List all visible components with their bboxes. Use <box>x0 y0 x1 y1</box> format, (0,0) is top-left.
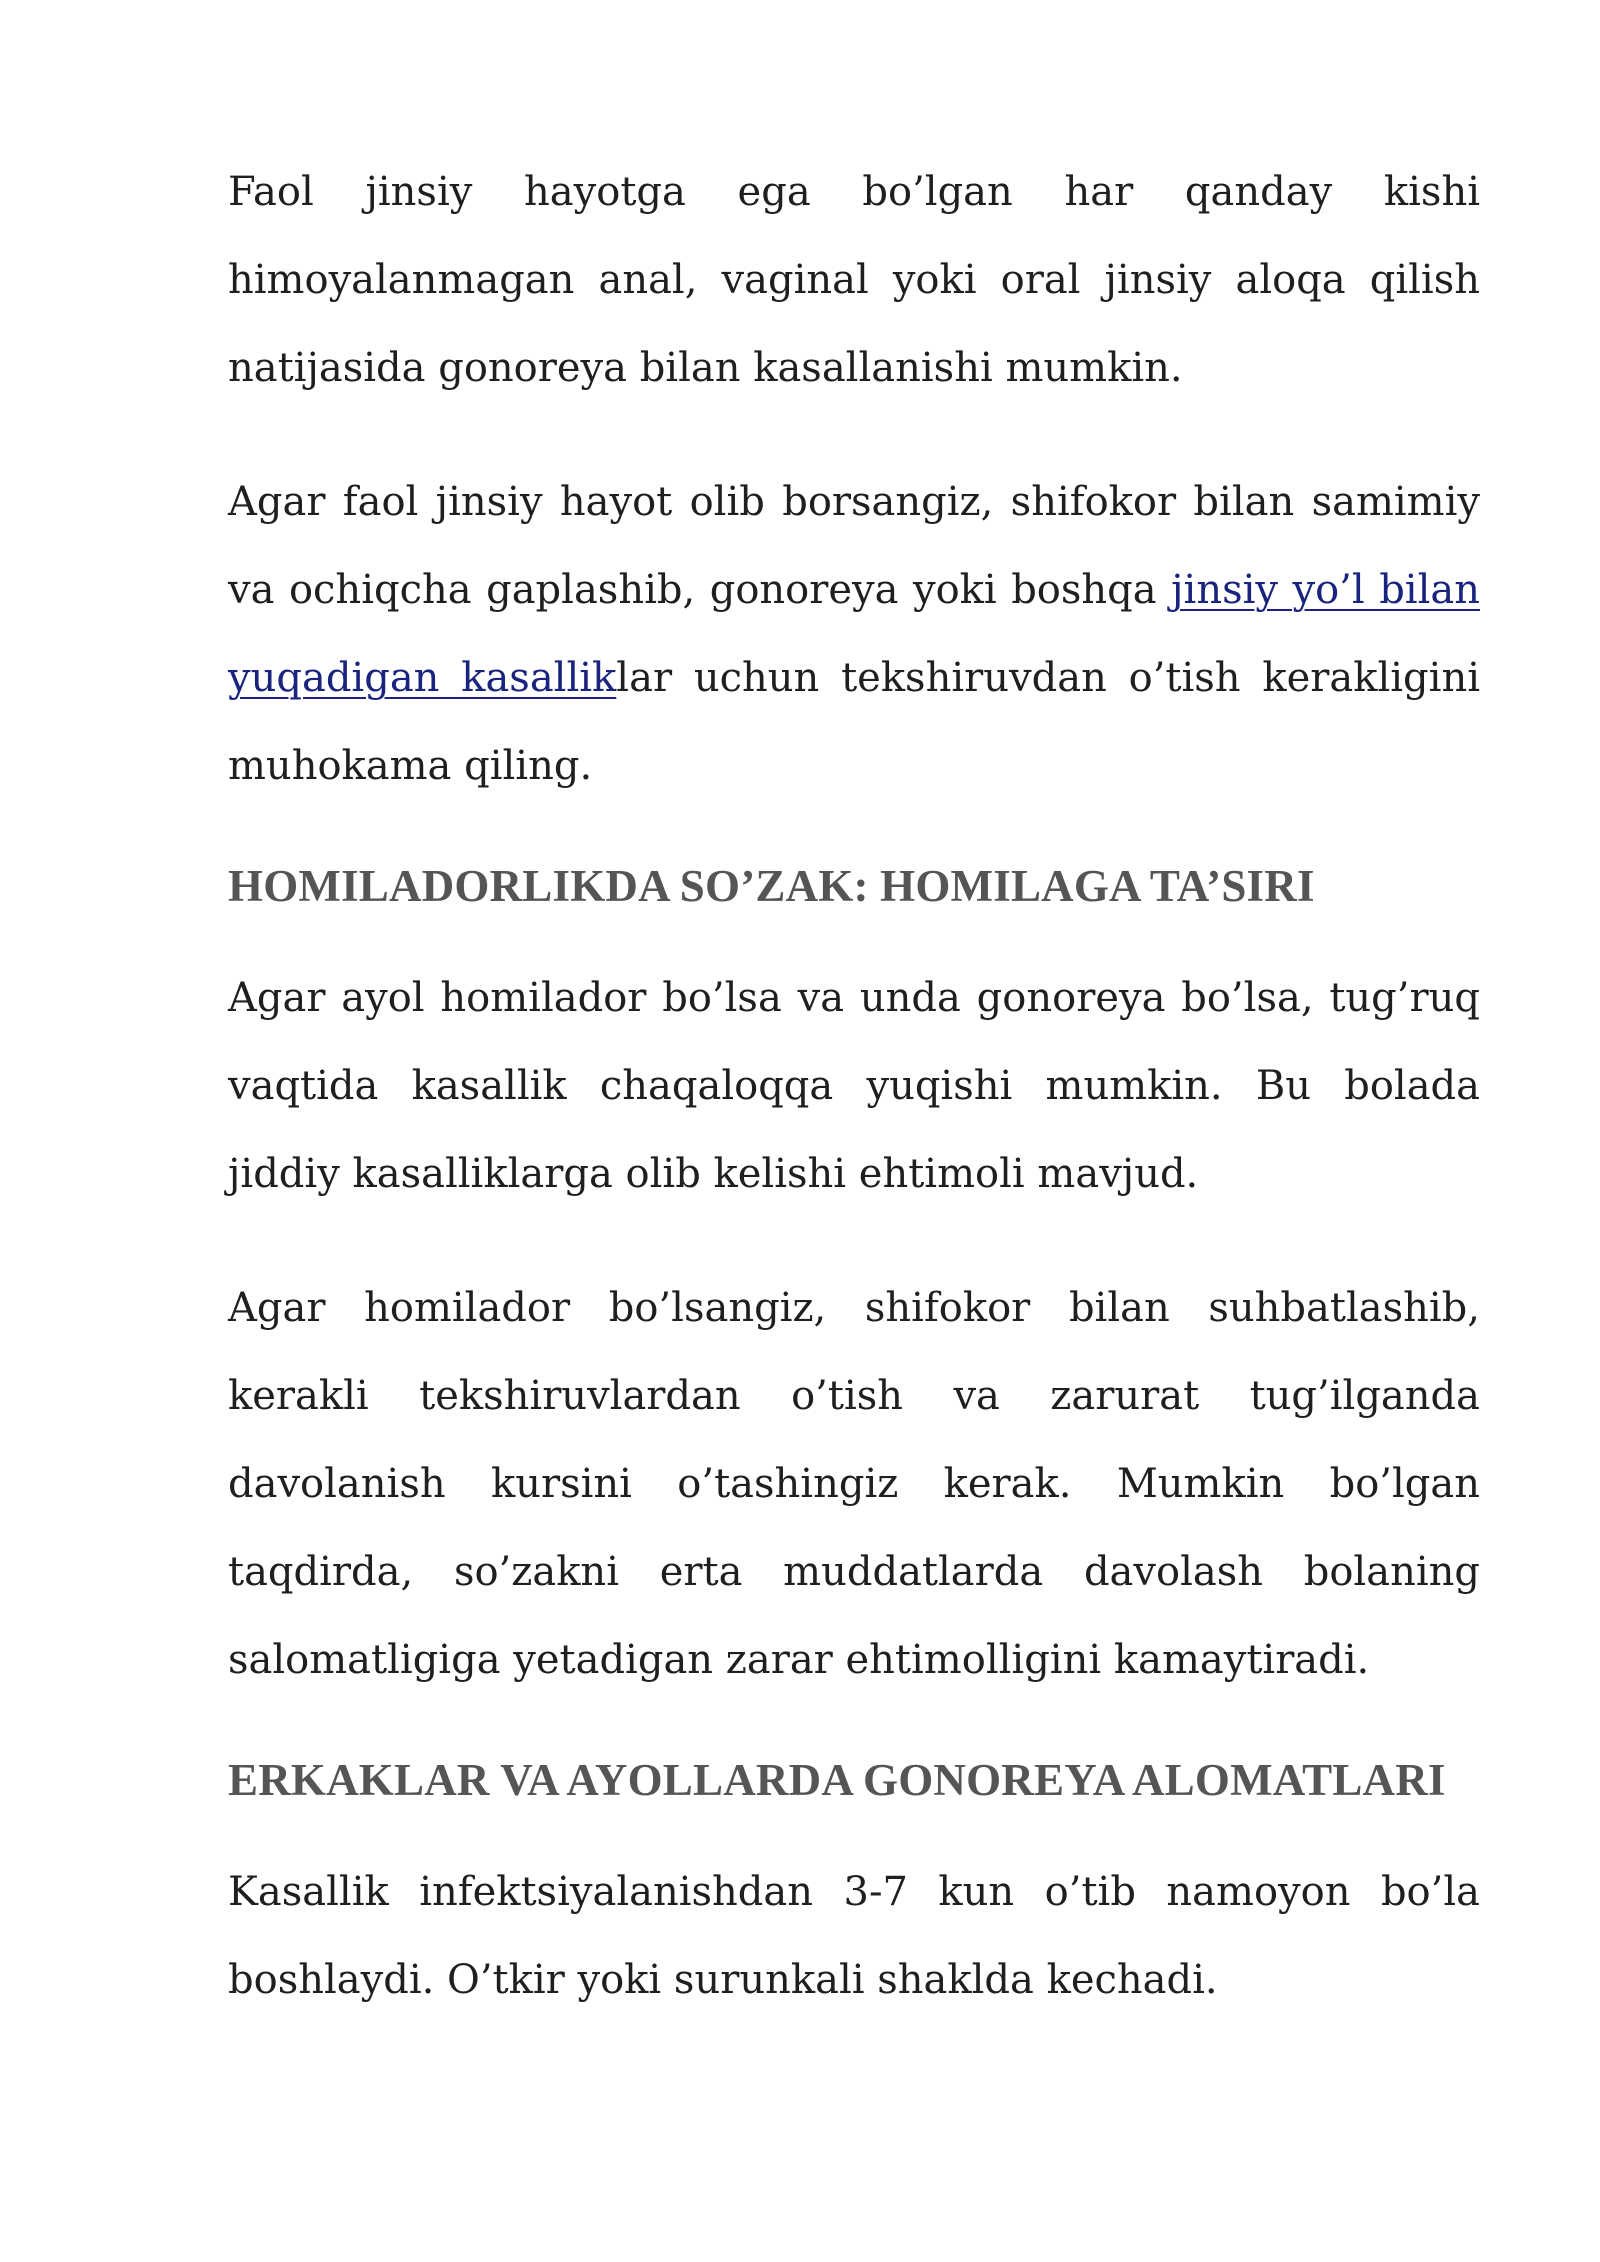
sti-link[interactable]: jinsiy yo’l bilan yuqadigan kasallik <box>228 567 1480 701</box>
heading-symptoms: ERKAKLAR VA AYOLLARDA GONOREYA ALOMATLARI <box>228 1755 1446 1805</box>
paragraph-testing-advice <box>228 458 1480 810</box>
heading-pregnancy: HOMILADORLIKDA SO’ZAK: HOMILAGA TA’SIRI <box>228 861 1315 911</box>
paragraph-symptoms-onset: Kasallik infektsiyalanishdan 3-7 kun o’tib namoyon bo’la boshlaydi. O’tkir yoki surunkali shaklda kechadi. <box>228 1869 1480 2003</box>
paragraph-text-before-link: Agar faol jinsiy hayot olib borsangiz, shifokor bilan samimiy va ochiqcha gaplashib, gonoreya yoki boshqa <box>228 479 1480 613</box>
paragraph-text-after-link: lar uchun tekshiruvdan o’tish kerakligini muhokama qiling. <box>228 655 1481 789</box>
document-page <box>228 148 1480 2024</box>
paragraph-pregnancy-advice: Agar homilador bo’lsangiz, shifokor bilan suhbatlashib, kerakli tekshiruvlardan o’tish va zarurat tug’ilganda davolanish kursini o’tashingiz kerak. Mumkin bo’lgan taqdirda, so’zakni erta muddatlarda davolash bolaning salomatligiga yetadigan zarar ehtimolligini kamaytiradi. <box>228 1285 1480 1683</box>
paragraph-pregnancy-risk: Agar ayol homilador bo’lsa va unda gonoreya bo’lsa, tug’ruq vaqtida kasallik chaqaloqqa yuqishi mumkin. Bu bolada jiddiy kasalliklarga olib kelishi ehtimoli mavjud. <box>228 975 1480 1197</box>
paragraph-transmission: Faol jinsiy hayotga ega bo’lgan har qanday kishi himoyalanmagan anal, vaginal yoki oral jinsiy aloqa qilish natijasida gonoreya bilan kasallanishi mumkin. <box>228 169 1480 391</box>
